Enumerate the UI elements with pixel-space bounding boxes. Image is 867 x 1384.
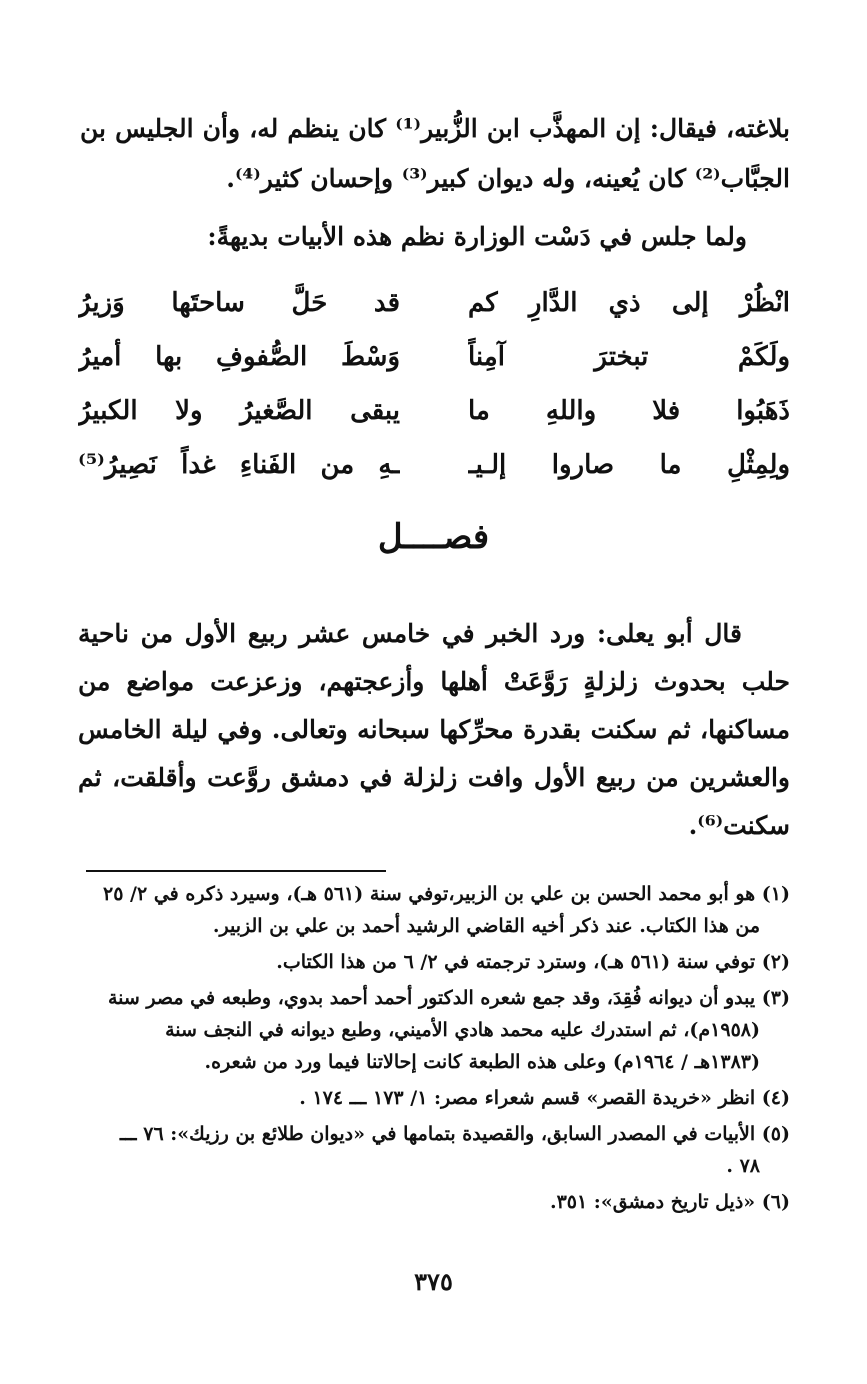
verse-first-hemistich: ولِمِثْلِ ما صاروا إلـيـ (468, 450, 790, 480)
footnote-line: (٢) توفي سنة (٥٦١ هـ)، وسترد ترجمته في ٢/ ٦ من هذا الكتاب. (276, 951, 790, 973)
body-line: قال أبو يعلى: ورد الخبر في خامس عشر ربيع الأول من ناحية (78, 619, 742, 648)
footnote-2 (78, 946, 790, 978)
page-number: ٣٧٥ (414, 1267, 453, 1296)
footnote-line: (٥) الأبيات في المصدر السابق، والقصيدة بتمامها في «ديوان طلائع بن رزيك»: ٧٦ ـــ (119, 1123, 790, 1145)
footnote-1 (78, 878, 790, 942)
verse-second-hemistich: وَسْطَ الصُّفوفِ بها أميرُ (78, 342, 400, 372)
section-heading (0, 512, 867, 562)
verse-second-hemistich: يبقى الصَّغيرُ ولا الكبيرُ (78, 396, 400, 426)
poem-verse (78, 330, 790, 384)
footnote-line: (١٣٨٣هـ / ١٩٦٤م) وعلى هذه الطبعة كانت إحالاتنا فيما ورد من شعره. (204, 1051, 760, 1073)
poem-verse (78, 276, 790, 330)
poem (78, 276, 790, 492)
footnote-line: (١) هو أبو محمد الحسن بن علي بن الزبير،توفي سنة (٥٦١ هـ)، وسيرد ذكره في ٢/ ٢٥ (103, 883, 790, 905)
verse-first-hemistich: انْظُرْ إلى ذي الدَّارِ كم (468, 288, 790, 318)
footnote-5 (78, 1118, 790, 1182)
body-line: سكنت⁽⁶⁾. (688, 811, 790, 840)
body-line: مساكنها، ثم سكنت بقدرة محرِّكها سبحانه وتعالى. وفي ليلة الخامس (78, 715, 790, 744)
intro-line: الجبَّاب⁽²⁾ كان يُعينه، وله ديوان كبير⁽³⁾ وإحسان كثير⁽⁴⁾. (226, 164, 790, 193)
footnote-line: (٦) «ذيل تاريخ دمشق»: ٣٥١. (549, 1191, 790, 1213)
poem-verse (78, 438, 790, 492)
footnote-line: من هذا الكتاب. عند ذكر أخيه القاضي الرشيد أحمد بن علي بن الزبير. (212, 915, 760, 937)
footnote-line: ٧٨ . (726, 1155, 760, 1177)
verse-first-hemistich: ذَهَبُوا فلا واللهِ ما (468, 396, 790, 426)
footnote-separator (86, 870, 386, 872)
body-line: حلب بحدوث زلزلةٍ رَوَّعَتْ أهلها وأزعجتهم، وزعزعت مواضع من (78, 667, 790, 696)
poem-verse (78, 384, 790, 438)
section-heading-text: فصــــل (377, 517, 490, 557)
footnote-3 (78, 982, 790, 1078)
intro-paragraph (80, 104, 790, 204)
footnote-6 (78, 1186, 790, 1218)
footnotes (78, 878, 790, 1222)
footnote-4 (78, 1082, 790, 1114)
body-paragraph (78, 610, 790, 850)
verse-second-hemistich: قد حَلَّ ساحتَها وَزيرُ (78, 288, 400, 318)
footnote-line: (٤) انظر «خريدة القصر» قسم شعراء مصر: ١/ ١٧٣ ـــ ١٧٤ . (299, 1087, 790, 1109)
poem-lead-line: ولما جلس في دَسْت الوزارة نظم هذه الأبيات بديهةً: (207, 222, 747, 251)
footnote-line: (١٩٥٨م)، ثم استدرك عليه محمد هادي الأميني، وطبع ديوانه في النجف سنة (165, 1019, 760, 1041)
verse-second-hemistich: ـهِ من الفَناءِ غداً نَصِيرُ⁽⁵⁾ (78, 450, 400, 480)
body-line: والعشرين من ربيع الأول وافت زلزلة في دمشق روَّعت وأقلقت، ثم (78, 763, 790, 792)
intro-line: بلاغته، فيقال: إن المهذَّب ابن الزُّبير⁽¹⁾ كان ينظم له، وأن الجليس بن (80, 114, 790, 143)
footnote-line: (٣) يبدو أن ديوانه فُقِدَ، وقد جمع شعره الدكتور أحمد أحمد بدوي، وطبعه في مصر سنة (107, 987, 790, 1009)
verse-first-hemistich: ولَكَمْ تبخترَ آمِناً (468, 342, 790, 372)
